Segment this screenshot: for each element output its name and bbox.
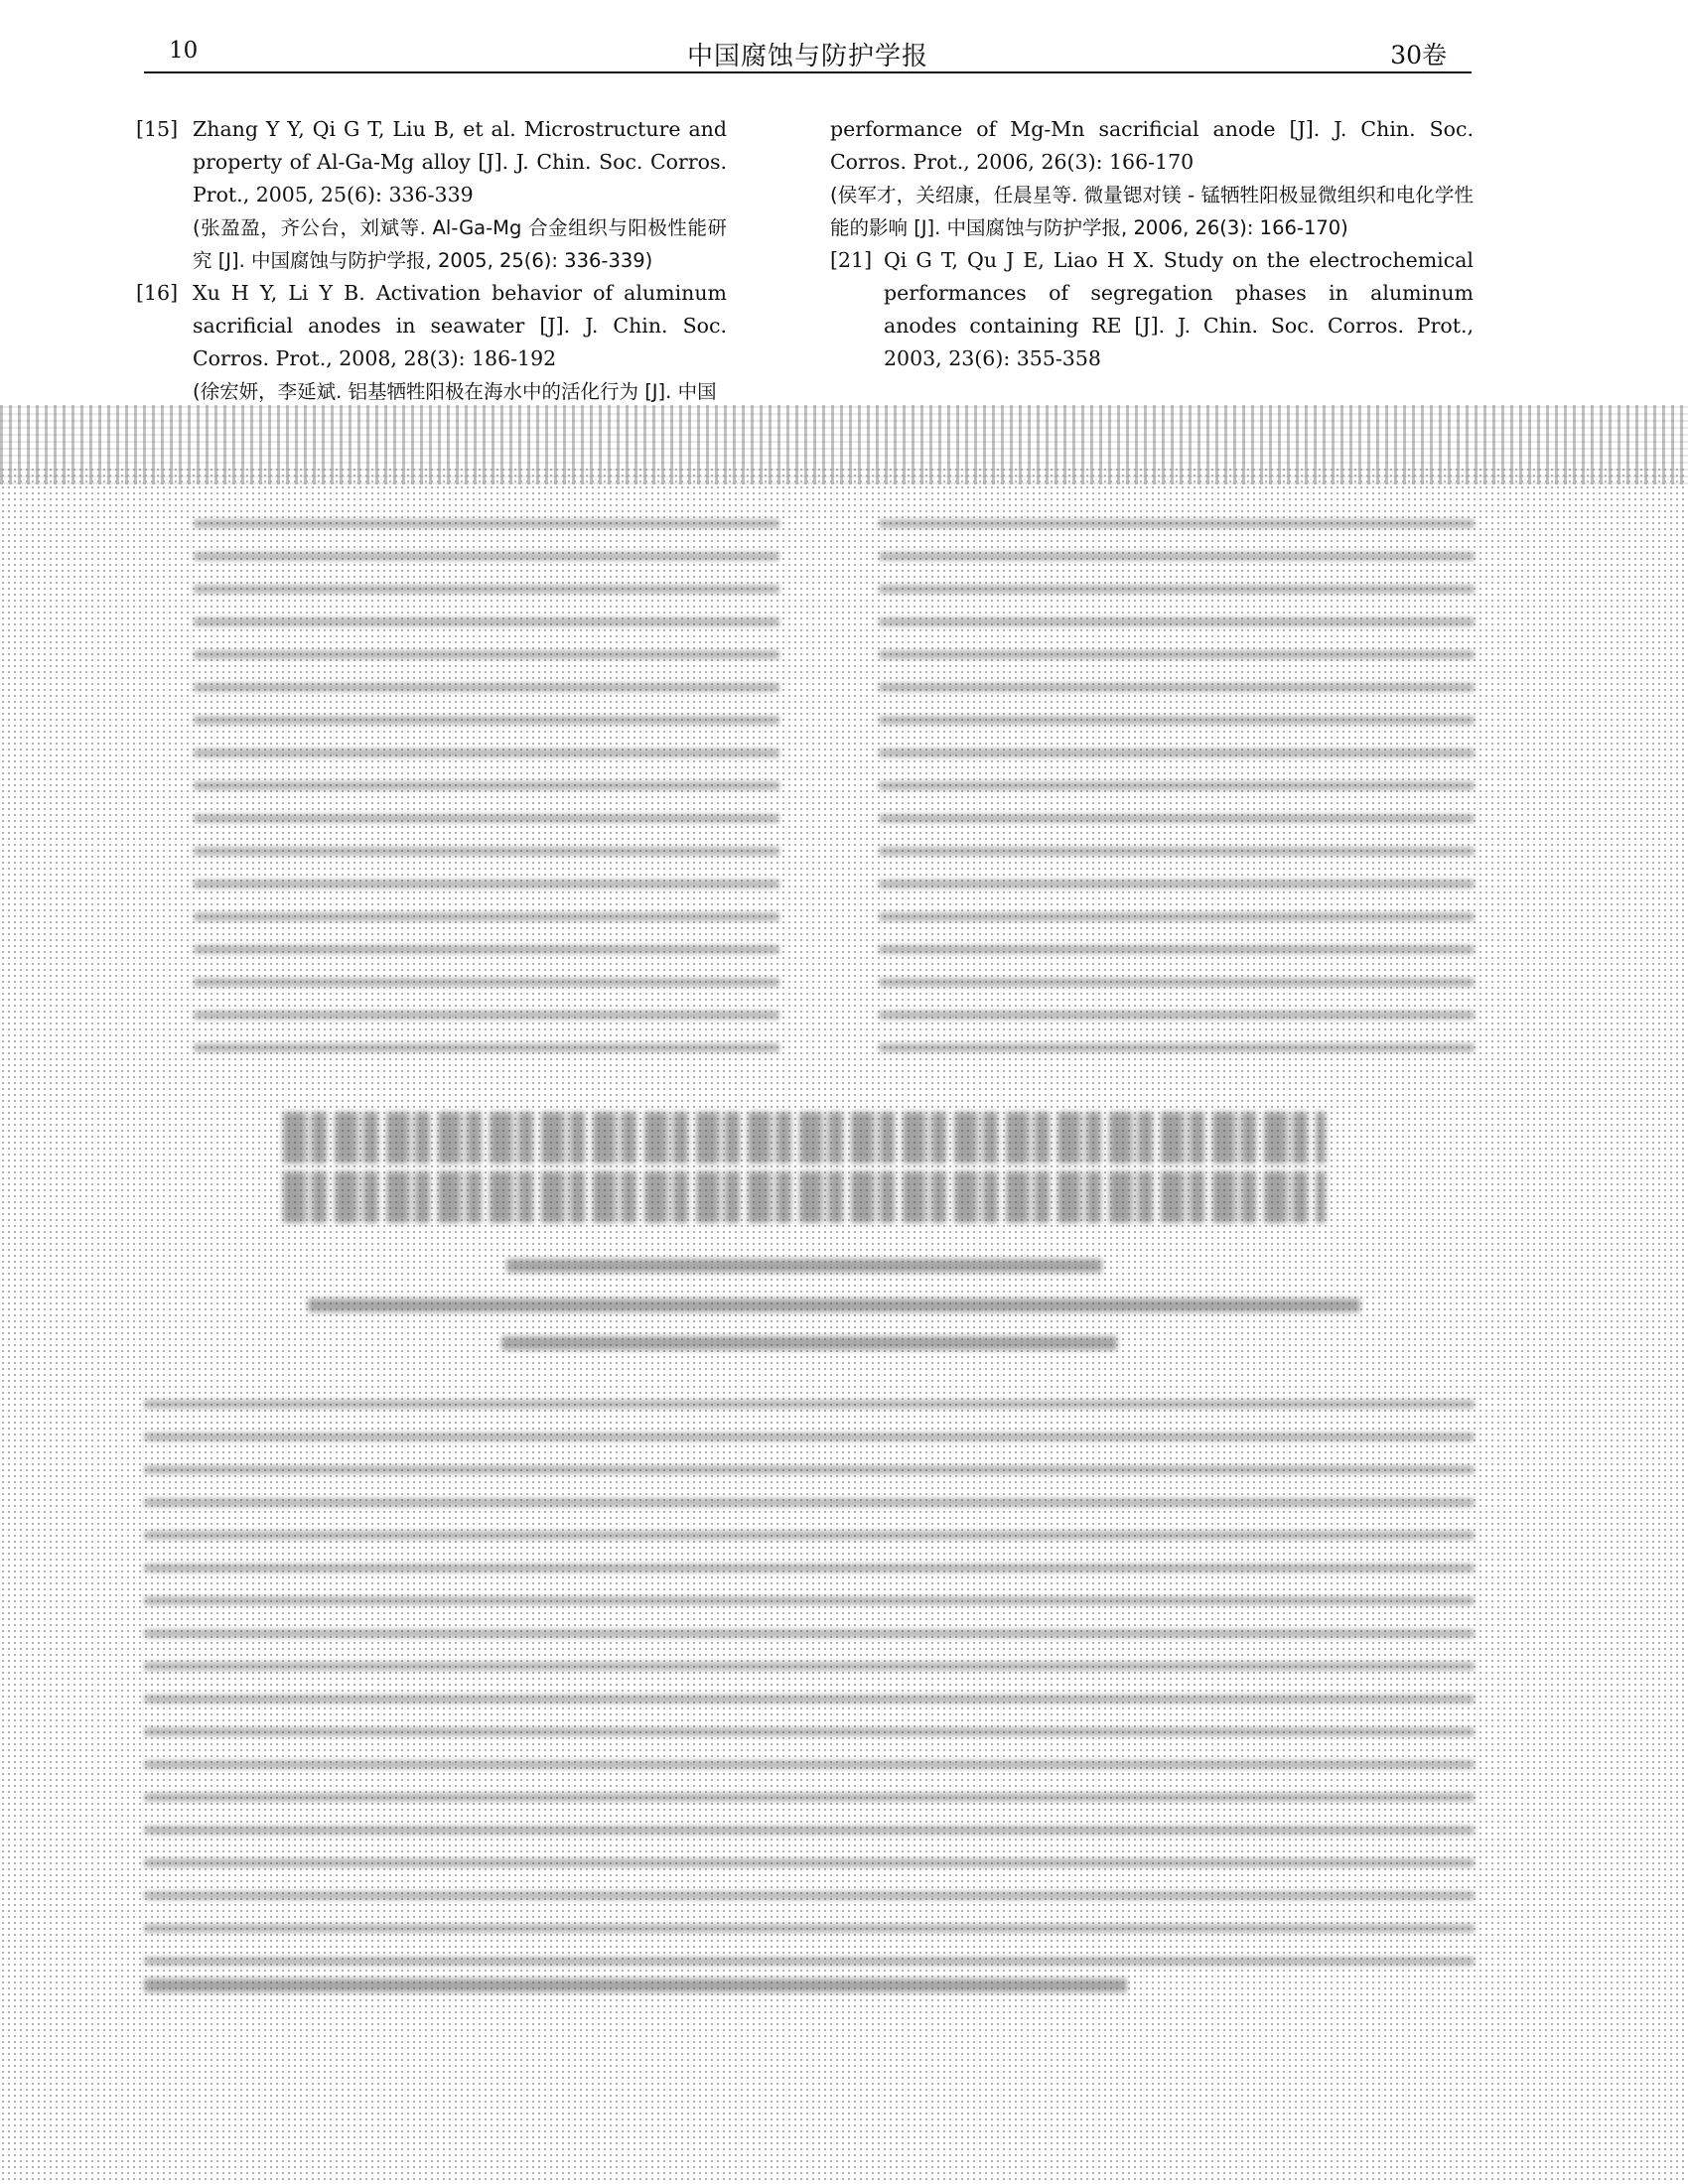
reference-english: Xu H Y, Li Y B. Activation behavior of aluminum sacrificial anodes in seawater [J]. J. Chin. Soc. Corros. Prot., 2008, 28(3): 186-192 [193, 281, 727, 370]
blurred-references-left [194, 496, 779, 1052]
blurred-references-right [879, 496, 1475, 1052]
blurred-english-title-line-1 [283, 1112, 1326, 1163]
reference-english: Qi G T, Qu J E, Liao H X. Study on the electrochemical performances of segregation phases in aluminum anodes containing RE [J]. J. Chin. Soc. Corros. Prot., 2003, 23(6): 355-358 [884, 248, 1474, 370]
blurred-affiliation-1 [308, 1298, 1360, 1312]
blurred-keywords [144, 1979, 1127, 1992]
reference-chinese: (徐宏妍，李延斌. 铝基牺牲阳极在海水中的活化行为 [J]. 中国 [193, 380, 717, 403]
reference-number: [16] [136, 281, 179, 305]
blurred-authors [506, 1259, 1102, 1273]
blurred-affiliation-2 [501, 1336, 1117, 1350]
blurred-english-title-line-2 [283, 1171, 1326, 1223]
running-header [144, 34, 1472, 73]
reference-20-continuation [830, 113, 1474, 244]
blurred-abstract [144, 1395, 1475, 1966]
reference-chinese: (侯军才，关绍康，任晨星等. 微量锶对镁 - 锰牺牲阳极显微组织和电化学性能的影响 [J]. 中国腐蚀与防护学报, 2006, 26(3): 166-170) [830, 184, 1474, 239]
volume-label: 30卷 [1390, 41, 1447, 69]
left-reference-column [136, 113, 727, 408]
reference-english: Zhang Y Y, Qi G T, Liu B, et al. Microstructure and property of Al-Ga-Mg alloy [J]. J. Chin. Soc. Corros. Prot., 2005, 25(6): 336-339 [193, 117, 727, 206]
reference-15 [136, 113, 727, 277]
reference-16 [136, 277, 727, 408]
reference-number: [21] [830, 248, 873, 272]
reference-21 [830, 244, 1474, 375]
reference-chinese: (张盈盈，齐公台，刘斌等. Al-Ga-Mg 合金组织与阳极性能研究 [J]. 中国腐蚀与防护学报, 2005, 25(6): 336-339) [193, 216, 727, 272]
right-reference-column [830, 113, 1474, 375]
page-number: 10 [169, 38, 199, 64]
reference-english: performance of Mg-Mn sacrificial anode [J]. J. Chin. Soc. Corros. Prot., 2006, 26(3): 166-170 [830, 117, 1474, 174]
reference-number: [15] [136, 117, 179, 141]
journal-title: 中国腐蚀与防护学报 [686, 42, 928, 71]
